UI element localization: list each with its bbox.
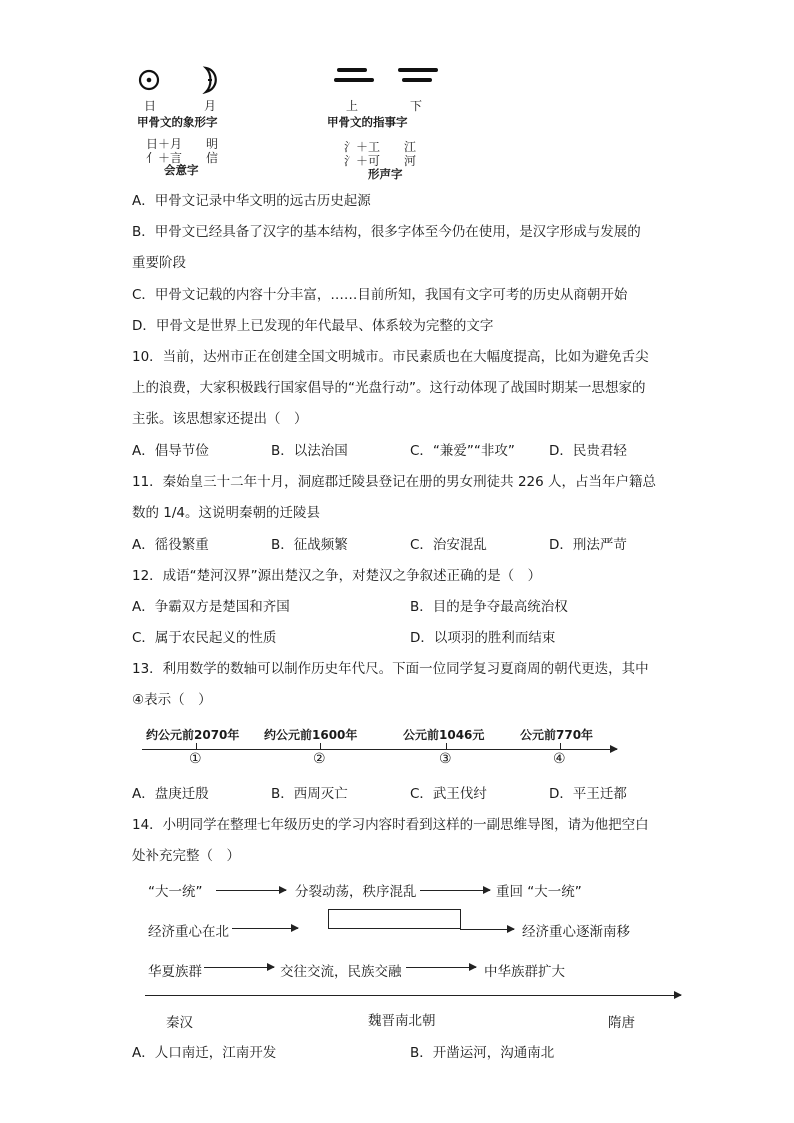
- down-char: 下: [410, 99, 423, 113]
- map-unity-return: 重回 “大一统”: [496, 884, 582, 900]
- timeline-marker-1: ①: [189, 751, 202, 767]
- timeline-tick: [446, 743, 447, 749]
- map-division: 分裂动荡，秩序混乱: [295, 884, 417, 900]
- sun-pictograph-icon: [138, 69, 160, 91]
- map-economy-north: 经济重心在北: [148, 924, 229, 940]
- q9-option-c[interactable]: C．甲骨文记载的内容十分丰富，……目前所知，我国有文字可考的历史从商朝开始: [132, 287, 628, 303]
- sun-char: 日: [144, 99, 157, 113]
- era-qinhan: 秦汉: [166, 1015, 193, 1031]
- phonogram-row-1: 氵＋工 江: [344, 140, 417, 154]
- q9-option-b-line2: 重要阶段: [132, 255, 186, 271]
- timeline-marker-4: ④: [553, 751, 566, 767]
- q9-option-a[interactable]: A．甲骨文记录中华文明的远古历史起源: [132, 193, 371, 209]
- q11-option-c[interactable]: C．治安混乱: [410, 537, 487, 553]
- q12-option-b[interactable]: B．目的是争夺最高统治权: [410, 599, 568, 615]
- phonogram-label: 形声字: [368, 167, 403, 181]
- ideogram-label: 会意字: [164, 163, 199, 177]
- q9-option-b-line1[interactable]: B．甲骨文已经具备了汉字的基本结构，很多字体至今仍在使用，是汉字形成与发展的: [132, 224, 641, 240]
- up-char: 上: [346, 99, 359, 113]
- map-era-axis: [145, 995, 681, 996]
- q13-option-d[interactable]: D．平王迁都: [549, 786, 627, 802]
- era-weijin: 魏晋南北朝: [368, 1013, 436, 1029]
- map-arrow: [420, 890, 490, 891]
- q12-option-d[interactable]: D．以项羽的胜利而结束: [410, 630, 556, 646]
- timeline-tick: [560, 743, 561, 749]
- moon-char: 月: [204, 99, 217, 113]
- map-arrow: [232, 928, 298, 929]
- moon-pictograph-icon: [200, 66, 222, 94]
- pictograph-label: 甲骨文的象形字: [137, 115, 218, 129]
- q13-option-b[interactable]: B．西周灭亡: [271, 786, 348, 802]
- q11-stem-line2: 数的 1/4。这说明秦朝的迁陵县: [132, 505, 321, 521]
- q13-stem-line1: 13．利用数学的数轴可以制作历史年代尺。下面一位同学复习夏商周的朝代更迭，其中: [132, 661, 649, 677]
- timeline-axis-arrow: [142, 749, 617, 750]
- q11-option-a[interactable]: A．徭役繁重: [132, 537, 209, 553]
- q14-option-a[interactable]: A．人口南迁，江南开发: [132, 1045, 277, 1061]
- timeline-label-2: 约公元前1600年: [264, 728, 358, 742]
- map-blank-box[interactable]: [328, 909, 461, 929]
- map-economy-south: 经济重心逐渐南移: [522, 924, 630, 940]
- map-arrow: [216, 890, 286, 891]
- timeline-label-3: 公元前1046元: [403, 728, 485, 742]
- q11-option-b[interactable]: B．征战频繁: [271, 537, 348, 553]
- phonogram-row-2: 氵＋可 河: [344, 154, 417, 168]
- timeline-marker-2: ②: [313, 751, 326, 767]
- map-unity-start: “大一统”: [148, 884, 203, 900]
- q13-option-a[interactable]: A．盘庚迁殷: [132, 786, 209, 802]
- map-zhonghua: 中华族群扩大: [484, 964, 565, 980]
- q12-option-a[interactable]: A．争霸双方是楚国和齐国: [132, 599, 290, 615]
- timeline-tick: [320, 743, 321, 749]
- timeline-tick: [196, 743, 197, 749]
- era-suitang: 隋唐: [608, 1015, 635, 1031]
- q10-stem-line1: 10．当前，达州市正在创建全国文明城市。市民素质也在大幅度提高，比如为避免舌尖: [132, 349, 649, 365]
- q14-stem-line2: 处补充完整（ ）: [132, 848, 240, 864]
- q10-stem-line2: 上的浪费，大家积极践行国家倡导的“光盘行动”。这行动体现了战国时期某一思想家的: [132, 380, 646, 396]
- q10-option-b[interactable]: B．以法治国: [271, 443, 348, 459]
- map-arrow: [406, 967, 476, 968]
- q11-option-d[interactable]: D．刑法严苛: [549, 537, 627, 553]
- timeline-label-1: 约公元前2070年: [146, 728, 240, 742]
- q14-option-b[interactable]: B．开凿运河，沟通南北: [410, 1045, 555, 1061]
- q13-stem-line2: ④表示（ ）: [132, 692, 212, 708]
- ideogram-row-1: 日＋月 明: [146, 137, 219, 151]
- map-arrow: [460, 929, 514, 930]
- q13-option-c[interactable]: C．武王伐纣: [410, 786, 487, 802]
- map-huaxia: 华夏族群: [148, 964, 202, 980]
- ideogram-row-2: 亻＋言 信: [146, 151, 219, 165]
- q10-option-c[interactable]: C．“兼爱”“非攻”: [410, 443, 515, 459]
- q11-stem-line1: 11．秦始皇三十二年十月，洞庭郡迁陵县登记在册的男女刑徒共 226 人，占当年户籍总: [132, 474, 657, 490]
- q10-option-a[interactable]: A．倡导节俭: [132, 443, 209, 459]
- q9-option-d[interactable]: D．甲骨文是世界上已发现的年代最早、体系较为完整的文字: [132, 318, 494, 334]
- q10-stem-line3: 主张。该思想家还提出（ ）: [132, 411, 308, 427]
- map-arrow: [204, 967, 274, 968]
- q12-stem: 12．成语“楚河汉界”源出楚汉之争，对楚汉之争叙述正确的是（ ）: [132, 568, 542, 584]
- timeline-label-4: 公元前770年: [520, 728, 594, 742]
- map-exchange: 交往交流，民族交融: [280, 964, 402, 980]
- q14-stem-line1: 14．小明同学在整理七年级历史的学习内容时看到这样的一副思维导图，请为他把空白: [132, 817, 649, 833]
- q12-option-c[interactable]: C．属于农民起义的性质: [132, 630, 277, 646]
- indicative-label: 甲骨文的指事字: [327, 115, 408, 129]
- q10-option-d[interactable]: D．民贵君轻: [549, 443, 627, 459]
- timeline-marker-3: ③: [439, 751, 452, 767]
